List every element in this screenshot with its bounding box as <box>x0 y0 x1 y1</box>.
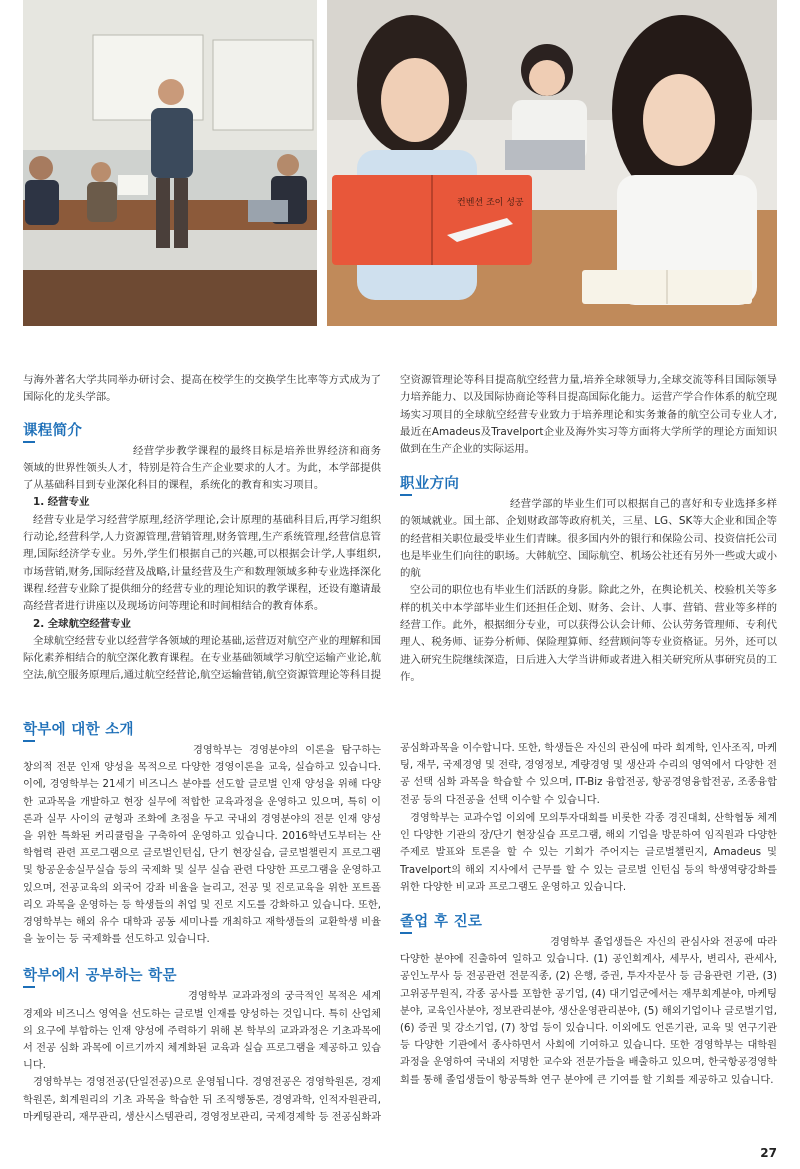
cn-career-heading <box>400 472 777 496</box>
section-title: 职业方向 <box>400 476 460 492</box>
section-title: 졸업 후 진로 <box>400 914 483 931</box>
heading-rule <box>23 986 35 988</box>
kr-right-column <box>400 740 777 1089</box>
students-reading-photo <box>327 0 777 326</box>
section-title: 학부에 대한 소개 <box>23 722 134 738</box>
kr-study-text-2: 경영학부는 경영전공(단일전공)으로 운영됩니다. 경영전공은 경영학원론, 경제학원론, 회계원리의 기초 과목을 학습한 뒤 조직행동론, 경영과학, 인적자원관리, 마케팅관리, 재무관리, 생산시스템관리, 경영정보관리, 국제경제학 등 전공심화과 <box>23 1077 381 1123</box>
cn-course-text-3: 全球航空经营专业以经营学各领域的理论基础,运营迈对航空产业的理解和国际化素养相结合的航空深化教育课程。在专业基础领域学习航空运输产业论,航空法,航空服务原理后,通过航空经营论,航空运输营销,航空资源管理论等科目提 <box>23 634 381 682</box>
kr-study-text-3: 경영학부는 교과수업 이외에 모의투자대회를 비롯한 각종 경진대회, 산학협동 체계인 다양한 기관의 장/단기 현장실습 프로그램, 해외 기업을 방문하여 임직원과 다양한 주제로 발표와 토론을 할 수 있는 기회가 주어지는 글로벌챌린지, Amadeus 및 Travelport의 해외 지사에서 근무를 할 수 있는 글로벌 인턴십 등의 학생역량강화를 위한 다양한 비교과 프로그램도 운영하고 있습니다. <box>400 813 777 893</box>
kr-about-text: 경영학부는 경영분야의 이론을 탐구하는 창의적 전문 인재 양성을 목적으로 다양한 경영이론을 교육, 실습하고 있습니다. 이에, 경영학부는 21세기 비즈니스 분야를 선도할 글로벌 인재 양성을 위해 다양한 교과목을 개발하고 현장 실무에 적합한 교육과정을 운영하고 있으며, 특히 이론과 실무 사이의 균형과 조화에 초점을 두고 국내외 경영분야의 전문 인재 양성을 위한 특화된 커리큘럼을 구축하여 운영하고 있습니다. 2016학년도부터는 산학협력 관련 프로그램으로 글로벌인턴십, 단기 현장실습, 글로벌챌린지 프로그램 및 항공운송실무실습 등의 국제화 및 실무 실습 관련 다양한 프로그램을 운영하고 있으며, 전공교육의 외국어 강좌 비율을 늘리고, 전공 및 진로교육을 위한 포트폴리오 과목을 운영하는 등 학생들의 취업 및 진로 지도를 강화하고 있습니다. 또한, 경영학부는 해외 유수 대학과 공동 세미나를 개최하고 재학생들의 교환학생 비율을 높이는 등 국제화를 선도하고 있습니다. <box>23 745 381 946</box>
cn-right-column <box>400 372 777 686</box>
cn-career-text-1: 经营学部的毕业生们可以根据自己的喜好和专业选择多样的领域就业。国土部、企划财政部等政府机关，三星、LG、SK等大企业和国企等的经营相关职位最受毕业生们青睐。很多国内外的银行和保险公司、投资信托公司也是毕业生们向往的职场。大韩航空、国际航空、机场公社还有另外一些或大或小的航 <box>400 498 777 580</box>
kr-study-heading <box>23 964 381 988</box>
cn-intro-text: 与海外著名大学共同举办研讨会、提高在校学生的交换学生比率等方式成为了国际化的龙头学部。 <box>23 374 381 404</box>
heading-rule <box>400 494 412 496</box>
kr-career-heading <box>400 910 777 934</box>
book-cover-text: 컨벤션 조이 성공 <box>457 198 524 208</box>
heading-rule <box>23 441 35 443</box>
cn-career-text-2: 空公司的职位也有毕业生们活跃的身影。除此之外，在舆论机关、校验机关等多样的机关中本学部毕业生们还担任企划、财务、会计、人事、营销、营业等多样的经营工作。此外，根据细分专业，可以获得公认会计师、公认劳务管理师、专利代理人、税务师、证券分析师、保险理算师、经营顾问等专业资格证。另外，还可以进入研究生院继续深造，日后进入大学当讲师或者进入相关研究所从事研究员的工作。 <box>400 584 777 683</box>
section-title: 课程简介 <box>23 422 83 439</box>
cn-course-text-2: 经营专业是学习经营学原理,经济学理论,会计原理的基础科目后,再学习组织行动论,经营科学,人力资源管理,营销管理,财务管理,生产系统管理,经营信息管理,国际经济学专业。另外,学生们根据自己的兴趣,可以根据会计学,人事组织,市场营销,财务,国际经营及战略,计量经营及生产和数理领域多种专业选择深化课程.经营专业除了提供细分的经营专业的理论知识的教学课程，还设有邀请最高经营者进行讲座以及现场访问等理论和时间相结合的教育体系。 <box>23 513 381 613</box>
page-number: 27 <box>760 1146 777 1160</box>
kr-career-text: 경영학부 졸업생들은 자신의 관심사와 전공에 따라 다양한 분야에 진출하여 일하고 있습니다. (1) 공인회계사, 세무사, 변리사, 관세사, 공인노무사 등 전공관련 전문직종, (2) 은행, 증권, 투자자문사 등 금융관련 기관, (3) 고위공무원직, 각종 공사를 포함한 공기업, (4) 대기업군에서는 재무회계분야, 마케팅분야, 교육인사분야, 정보관리분야, 생산운영관리분야, (5) 해외기업이나 글로벌기업, (6) 증권 및 강소기업, (7) 창업 등이 있습니다. 이외에도 언론기관, 교육 및 연구기관 등 다양한 기관에서 종사하면서 사회에 기여하고 있습니다. 또한 경영학부는 대학원 과정을 운영하여 국내외 저명한 교수와 전문가들을 배출하고 있으며, 한국항공경영학회를 통해 졸업생들이 항공특화 연구 분야에 큰 기여를 할 기회를 제공하고 있습니다. <box>400 937 777 1086</box>
kr-study-text-1: 경영학부 교과과정의 궁극적인 목적은 세계 경제와 비즈니스 영역을 선도하는 글로벌 인재를 양성하는 것입니다. 특히 산업체의 요구에 부합하는 인재 양성에 주력하기 위해 본 학부의 교과과정은 기초과목에서 전공 심화 과목에 이르기까지 체계화된 교육과 실습 프로그램을 제공하고 있습니다. <box>23 991 381 1072</box>
cn-course-text-1: 经营学步教学课程的最终目标是培养世界经济和商务领域的世界性领头人才，特别是符合生产企业要求的人才。为此，本学部提供了从基础科目到专业深化科目的课程，系统化的教育和实习项目。 <box>23 444 381 492</box>
kr-about-heading <box>23 718 381 742</box>
kr-study-text-2-cont: 공심화과목을 이수합니다. 또한, 학생들은 자신의 관심에 따라 회계학, 인사조직, 마케팅, 재무, 국제경영 및 전략, 경영정보, 계량경영 및 생산과 수리의 영역에서 다양한 전공 선택 심화 과목을 학습할 수 있으며, IT-Biz 융합전공, 항공경영융합전공, 조종융합전공 등의 다전공을 선택 이수할 수 있습니다. <box>400 743 777 806</box>
cn-course-heading <box>23 419 381 443</box>
cn-course-subtitle-1: 1. 经营专业 <box>33 496 90 509</box>
kr-left-column <box>23 718 381 1126</box>
cn-course-subtitle-2: 2. 全球航空经营专业 <box>33 617 131 630</box>
section-title: 학부에서 공부하는 학문 <box>23 968 177 985</box>
heading-rule <box>400 932 412 934</box>
lecture-photo <box>23 0 317 326</box>
cn-course-text-3-cont: 空资源管理论等科目提高航空经营力量,培养全球领导力,全球交流等科目国际领导力培养能力、以及国际协商论等科目提高国际化能力。运营产学合作体系的航空现场实习项目的全球航空经营专业致力于培养理论和实务兼备的航空公司专业人才,最近在Amadeus及Travelport企业及海外实习等方面将大学所学的理论方面知识做到在生产企业的实际运用。 <box>400 374 777 456</box>
heading-rule <box>23 740 35 742</box>
cn-left-column <box>23 372 381 685</box>
